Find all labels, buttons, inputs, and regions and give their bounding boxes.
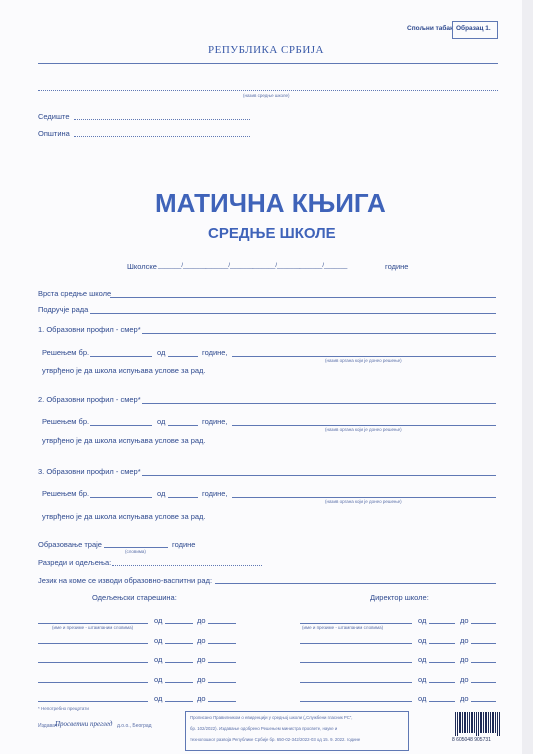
director-4-od: од bbox=[418, 675, 427, 684]
profile-2-godine: године, bbox=[202, 417, 228, 426]
profile-1-date-field[interactable] bbox=[168, 356, 198, 357]
teacher-1-do: до bbox=[197, 616, 206, 625]
profile-2-label: 2. Образовни профил - смер* bbox=[38, 395, 141, 404]
profile-2-resenje-field[interactable] bbox=[90, 425, 152, 426]
profile-2-field[interactable] bbox=[142, 403, 496, 404]
barcode-number: 8 605048 905731 bbox=[452, 737, 491, 743]
teacher-5-od: од bbox=[154, 694, 163, 703]
profile-1-organ-caption: (назив органа који је донео решење) bbox=[325, 358, 402, 363]
director-4-od-field[interactable] bbox=[429, 682, 455, 683]
staresine-heading: Одељењски старешина: bbox=[92, 593, 177, 602]
director-5-do-field[interactable] bbox=[471, 701, 496, 702]
teacher-3-od: од bbox=[154, 655, 163, 664]
profile-2-organ-field[interactable] bbox=[232, 425, 496, 426]
teacher-5-do-field[interactable] bbox=[208, 701, 236, 702]
publisher-prefix: Издавач: bbox=[38, 723, 59, 729]
vrsta-label: Врста средње школе bbox=[38, 289, 112, 298]
sediste-label: Седиште bbox=[38, 112, 70, 121]
sediste-field[interactable] bbox=[74, 119, 250, 120]
profile-3-utvrdjeno: утврђено је да школа испуњава услове за рад. bbox=[42, 512, 206, 521]
razredi-field[interactable] bbox=[112, 565, 262, 566]
director-3-name-field[interactable] bbox=[300, 662, 412, 663]
footnote: * Непотребно прецртати bbox=[38, 706, 89, 711]
obrazovanje-godine-label: године bbox=[172, 540, 196, 549]
vrsta-field[interactable] bbox=[110, 297, 496, 298]
director-4-do-field[interactable] bbox=[471, 682, 496, 683]
slovima-caption: (словима) bbox=[125, 549, 146, 554]
director-2-do-field[interactable] bbox=[471, 643, 496, 644]
profile-1-godine: године, bbox=[202, 348, 228, 357]
teacher-4-do-field[interactable] bbox=[208, 682, 236, 683]
director-2-do: до bbox=[460, 636, 469, 645]
profile-1-organ-field[interactable] bbox=[232, 356, 496, 357]
teacher-2-od: од bbox=[154, 636, 163, 645]
director-4-do: до bbox=[460, 675, 469, 684]
legal-line-3: технолошког развоја Републике Србије бр. 650-02-342/2022-03 од 15. 9. 2022. године bbox=[190, 737, 361, 742]
director-1-od-field[interactable] bbox=[429, 623, 455, 624]
jezik-field[interactable] bbox=[215, 583, 496, 584]
director-5-od-field[interactable] bbox=[429, 701, 455, 702]
school-year-slot-2[interactable]: _______/_______ bbox=[205, 263, 254, 269]
director-3-od-field[interactable] bbox=[429, 662, 455, 663]
profile-1-resenje-field[interactable] bbox=[90, 356, 152, 357]
main-title: МАТИЧНА КЊИГА bbox=[155, 188, 386, 218]
profile-2-od: од bbox=[157, 417, 166, 426]
director-2-od-field[interactable] bbox=[429, 643, 455, 644]
profile-3-resenje-field[interactable] bbox=[90, 497, 152, 498]
podrucje-field[interactable] bbox=[90, 313, 496, 314]
director-3-do-field[interactable] bbox=[471, 662, 496, 663]
teacher-3-do: до bbox=[197, 655, 206, 664]
teacher-1-do-field[interactable] bbox=[208, 623, 236, 624]
profile-1-field[interactable] bbox=[142, 333, 496, 334]
legal-line-2: бр. 102/2022). Издавање одобрено Решењем министра просвете, науке и bbox=[190, 726, 338, 731]
director-3-do: до bbox=[460, 655, 469, 664]
director-1-name-field[interactable] bbox=[300, 623, 412, 624]
school-year-slot-4[interactable]: _______/_______ bbox=[299, 263, 348, 269]
opstina-field[interactable] bbox=[74, 136, 250, 137]
profile-2-resenje: Решењем бр. bbox=[42, 417, 90, 426]
profile-3-field[interactable] bbox=[142, 475, 496, 476]
teacher-3-name-field[interactable] bbox=[38, 662, 148, 663]
teacher-2-name-field[interactable] bbox=[38, 643, 148, 644]
teacher-4-do: до bbox=[197, 675, 206, 684]
republic-title: РЕПУБЛИКА СРБИЈА bbox=[208, 44, 324, 56]
profile-1-label: 1. Образовни профил - смер* bbox=[38, 325, 141, 334]
sub-title: СРЕДЊЕ ШКОЛЕ bbox=[208, 225, 336, 242]
director-5-od: од bbox=[418, 694, 427, 703]
teacher-5-do: до bbox=[197, 694, 206, 703]
teacher-1-name-field[interactable] bbox=[38, 623, 148, 624]
republic-underline bbox=[38, 63, 498, 64]
teacher-4-od-field[interactable] bbox=[165, 682, 193, 683]
director-1-do-field[interactable] bbox=[471, 623, 496, 624]
profile-3-godine: године, bbox=[202, 489, 228, 498]
profile-2-utvrdjeno: утврђено је да школа испуњава услове за рад. bbox=[42, 436, 206, 445]
teacher-3-do-field[interactable] bbox=[208, 662, 236, 663]
direktor-heading: Директор школе: bbox=[370, 593, 429, 602]
profile-3-od: од bbox=[157, 489, 166, 498]
teacher-5-name-field[interactable] bbox=[38, 701, 148, 702]
profile-1-resenje: Решењем бр. bbox=[42, 348, 90, 357]
director-2-od: од bbox=[418, 636, 427, 645]
school-year-slot-3[interactable]: _______/_______ bbox=[252, 263, 301, 269]
publisher-name: Просветни преглед bbox=[55, 720, 113, 728]
jezik-label: Језик на коме се изводи образовно-васпитни рад: bbox=[38, 576, 213, 585]
profile-3-resenje: Решењем бр. bbox=[42, 489, 90, 498]
profile-2-date-field[interactable] bbox=[168, 425, 198, 426]
school-year-prefix: Школске bbox=[127, 262, 157, 271]
director-3-od: од bbox=[418, 655, 427, 664]
director-5-name-field[interactable] bbox=[300, 701, 412, 702]
obrazovanje-traje-label: Образовање траје bbox=[38, 540, 102, 549]
school-year-suffix: године bbox=[385, 262, 409, 271]
spolni-tabak-label: Спољни табак bbox=[407, 25, 454, 32]
director-2-name-field[interactable] bbox=[300, 643, 412, 644]
obrazovanje-traje-field[interactable] bbox=[104, 547, 168, 548]
teacher-1-od-field[interactable] bbox=[165, 623, 193, 624]
profile-3-label: 3. Образовни профил - смер* bbox=[38, 467, 141, 476]
profile-3-organ-caption: (назив органа који је донео решење) bbox=[325, 499, 402, 504]
razredi-label: Разреди и одељења: bbox=[38, 558, 112, 567]
teacher-2-do-field[interactable] bbox=[208, 643, 236, 644]
director-1-do: до bbox=[460, 616, 469, 625]
profile-3-organ-field[interactable] bbox=[232, 497, 496, 498]
school-name-field[interactable] bbox=[38, 90, 498, 91]
school-year-slot-1[interactable]: _______/_______ bbox=[158, 263, 207, 269]
school-name-caption: (назив средње школе) bbox=[243, 93, 290, 98]
teacher-5-od-field[interactable] bbox=[165, 701, 193, 702]
profile-3-date-field[interactable] bbox=[168, 497, 198, 498]
profile-1-utvrdjeno: утврђено је да школа испуњава услове за рад. bbox=[42, 366, 206, 375]
director-name-caption: (име и презиме - штампаним словима) bbox=[302, 625, 384, 630]
teacher-2-do: до bbox=[197, 636, 206, 645]
teacher-1-od: од bbox=[154, 616, 163, 625]
teacher-3-od-field[interactable] bbox=[165, 662, 193, 663]
profile-1-od: од bbox=[157, 348, 166, 357]
director-5-do: до bbox=[460, 694, 469, 703]
director-4-name-field[interactable] bbox=[300, 682, 412, 683]
barcode-icon bbox=[454, 712, 502, 736]
director-1-od: од bbox=[418, 616, 427, 625]
publisher-suffix: д.о.о., Београд bbox=[117, 723, 152, 729]
teacher-2-od-field[interactable] bbox=[165, 643, 193, 644]
teacher-4-od: од bbox=[154, 675, 163, 684]
opstina-label: Општина bbox=[38, 129, 70, 138]
teacher-name-caption: (име и презиме - штампаним словима) bbox=[52, 625, 134, 630]
obrazac-label: Образац 1. bbox=[456, 25, 491, 32]
podrucje-label: Подручје рада bbox=[38, 305, 89, 314]
teacher-4-name-field[interactable] bbox=[38, 682, 148, 683]
legal-line-1: Прописано Правилником о евиденцији у средњој школи („Службени гласник РС“, bbox=[190, 715, 353, 720]
profile-2-organ-caption: (назив органа који је донео решење) bbox=[325, 427, 402, 432]
page-edge bbox=[522, 0, 533, 754]
